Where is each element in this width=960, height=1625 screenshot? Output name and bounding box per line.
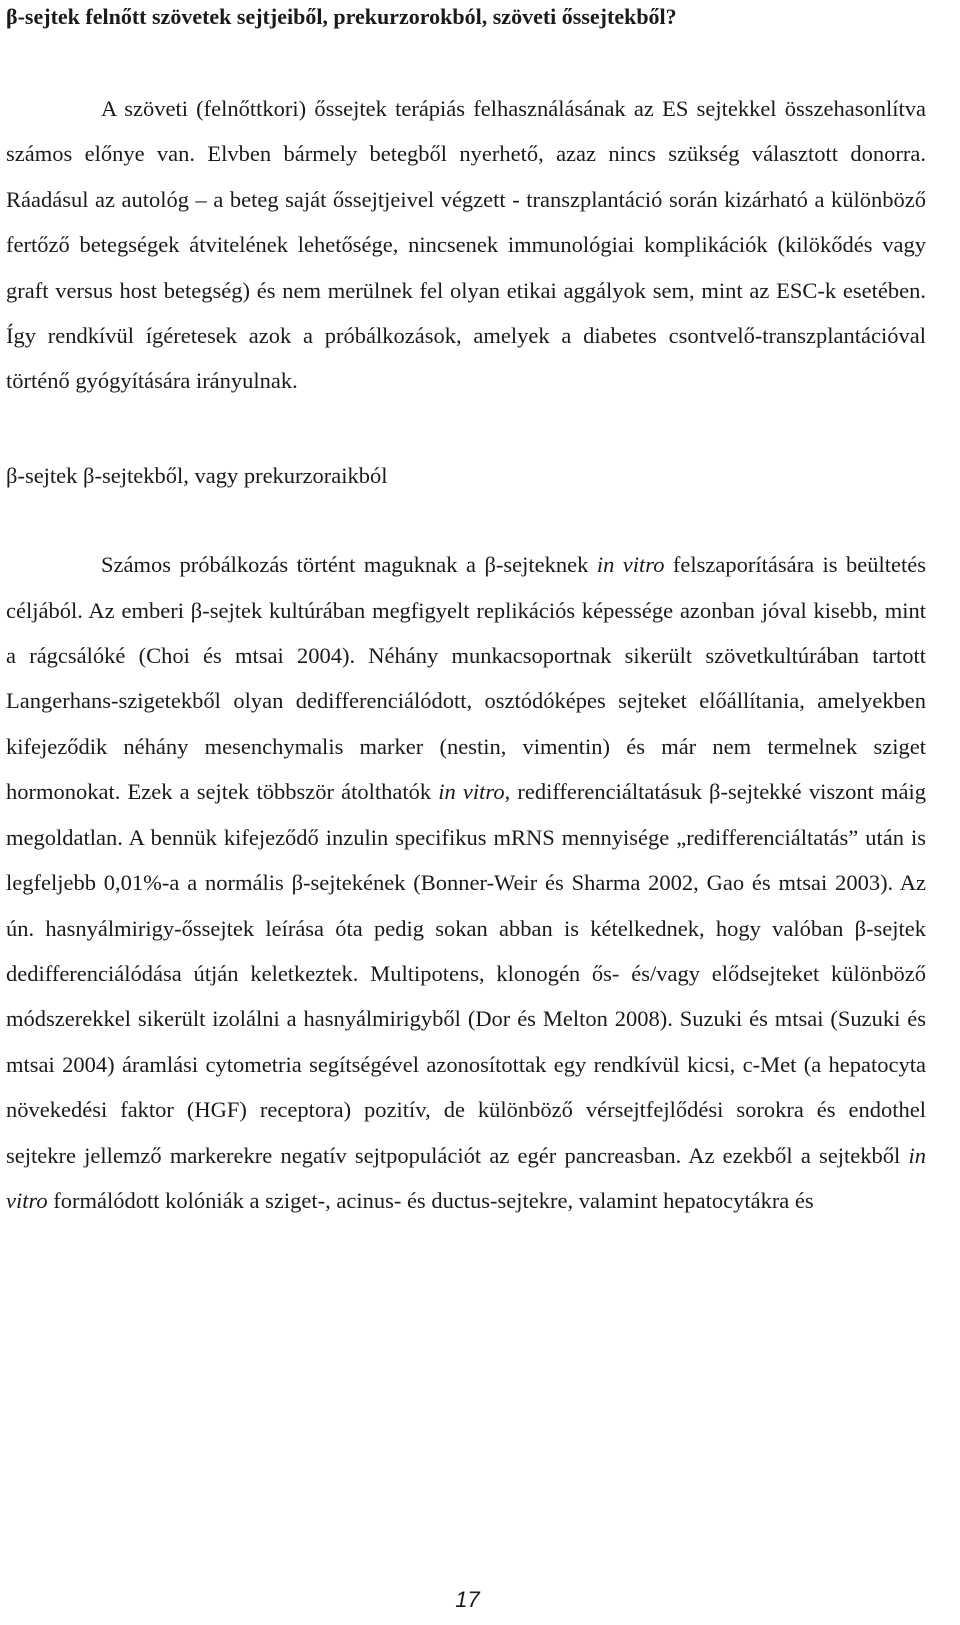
- paragraph-text-run: Számos próbálkozás történt maguknak a β-sejteknek: [101, 552, 597, 578]
- paragraph-adult-stem-cells: A szöveti (felnőttkori) őssejtek terápiás felhasználásának az ES sejtekkel összehasonlítva számos előnye van. Elvben bármely betegből nyerhető, azaz nincs szükség választott donorra. Ráadásul az autológ – a beteg saját őssejtjeivel végzett - transzplantáció során kizárható a különböző fertőző betegségek átvitelének lehetősége, nincsenek immunológiai komplikációk (kilökődés vagy graft versus host betegség) és nem merülnek fel olyan etikai aggályok sem, mint az ESC-k esetében. Így rendkívül ígéretesek azok a próbálkozások, amelyek a diabetes csontvelő-transzplantációval történő gyógyítására irányulnak.: [6, 96, 926, 394]
- page-number: 17: [455, 1587, 480, 1612]
- italic-term: in vitro: [438, 779, 505, 805]
- paragraph-text-run: formálódott kolóniák a sziget-, acinus- és ductus-sejtekre, valamint hepatocytákra és: [47, 1187, 814, 1213]
- italic-term: in vitro: [6, 1142, 926, 1213]
- paragraph-text-run: felszaporítására is beültetés céljából. Az emberi β-sejtek kultúrában megfigyelt replikációs képessége azonban jóval kisebb, mint a rágcsálóké (Choi és mtsai 2004). Néhány munkacsoportnak sikerült szövetkultúrában tartott Langerhans-szigetekből olyan dedifferenciálódott, osztódóképes sejteket előállítania, amelyekben kifejeződik néhány mesenchymalis marker (nestin, vimentin) és már nem termelnek sziget hormonokat. Ezek a sejtek többször átolthatók: [6, 552, 926, 805]
- paragraph-text-run: , redifferenciáltatásuk β-sejtekké viszont máig megoldatlan. A bennük kifejeződő inzulin specifikus mRNS mennyisége „redifferenciáltatás” után is legfeljebb 0,01%-a a normális β-sejtekének (Bonner-Weir és Sharma 2002, Gao és mtsai 2003). Az ún. hasnyálmirigy-őssejtek leírása óta pedig sokan abban is kételkednek, hogy valóban β-sejtek dedifferenciálódása útján keletkeztek. Multipotens, klonogén ős- és/vagy elődsejteket különböző módszerekkel sikerült izolálni a hasnyálmirigyből (Dor és Melton 2008). Suzuki és mtsai (Suzuki és mtsai 2004) áramlási cytometria segítségével azonosítottak egy rendkívül kicsi, c-Met (a hepatocyta növekedési faktor (HGF) receptora) pozitív, de különböző vérsejtfejlődési sorokra és endothel sejtekre jellemző markerekre negatív sejtpopulációt az egér pancreasban. Az ezekből a sejtekből: [6, 779, 926, 1168]
- document-page: [6, 0, 926, 1223]
- italic-term: in vitro: [596, 552, 665, 578]
- paragraph-beta-cells: [6, 542, 926, 1223]
- subsection-heading: β-sejtek β-sejtekből, vagy prekurzoraikból: [6, 462, 388, 488]
- section-heading: β-sejtek felnőtt szövetek sejtjeiből, prekurzorokból, szöveti őssejtekből?: [6, 4, 677, 29]
